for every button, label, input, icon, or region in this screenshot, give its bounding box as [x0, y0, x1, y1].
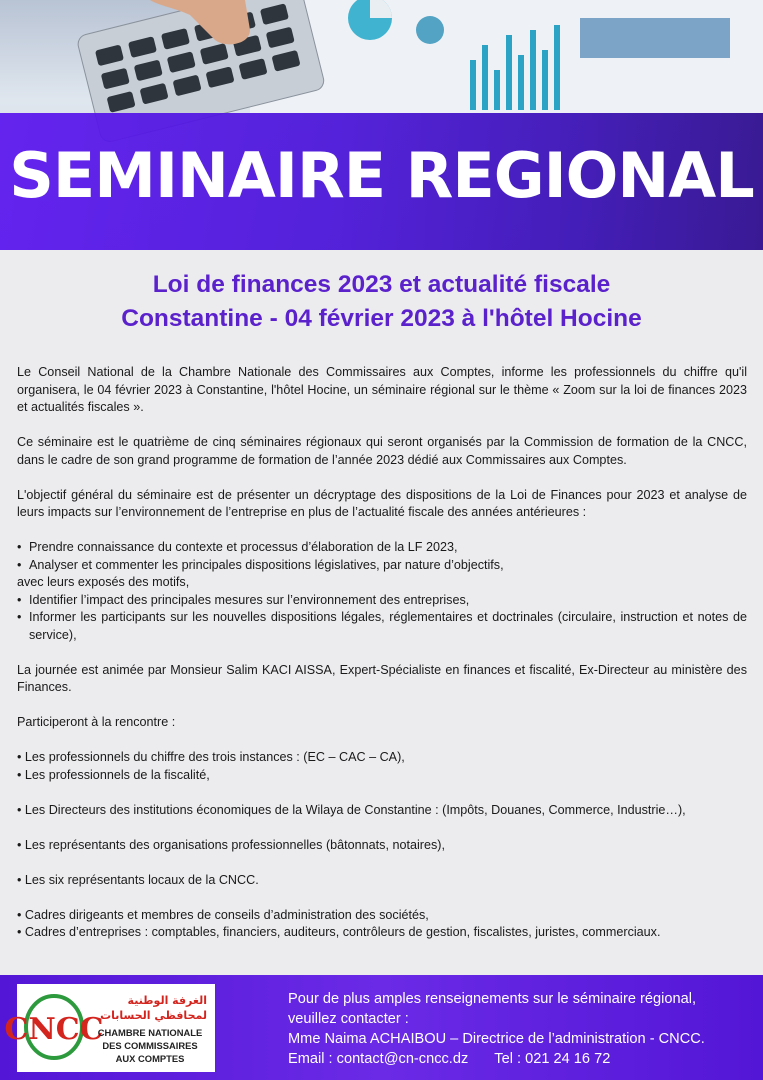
intro-paragraph: Le Conseil National de la Chambre Nationale des Commissaires aux Comptes, informe les professionnels du chiffre qu'il organisera, le 04 février 2023 à Constantine, l'hôtel Hocine, un séminaire régional sur le thème « Zoom sur la loi de finances 2023 et actualités fiscales ». — [17, 365, 747, 414]
list-item: • Prendre connaissance du contexte et processus d’élaboration de la LF 2023, — [17, 540, 458, 554]
headline-topic: Loi de finances 2023 et actualité fiscale — [152, 271, 611, 298]
cncc-logo — [4, 984, 215, 1072]
list-item: • Identifier l’impact des principales mesures sur l’environnement des entreprises, — [17, 592, 470, 607]
participants-heading: Participeront à la rencontre : — [17, 715, 176, 729]
contact-info — [288, 989, 758, 1069]
contact-email-phone — [288, 1049, 758, 1069]
list-item: • Les professionnels de la fiscalité, — [17, 767, 210, 782]
list-item: • Cadres dirigeants et membres de conseils d’administration des sociétés, — [17, 907, 429, 922]
list-item: • Les professionnels du chiffre des trois instances : (EC – CAC – CA), — [17, 750, 405, 764]
list-item: • Les représentants des organisations professionnelles (bâtonnats, notaires), — [17, 837, 445, 852]
list-item: • Analyser et commenter les principales dispositions législatives, par nature d’objectifs, — [17, 557, 504, 572]
contact-email[interactable]: Email : contact@cn-cncc.dz — [288, 1051, 469, 1067]
contact-person: Mme Naima ACHAIBOU – Directrice de l’administration - CNCC. — [288, 1031, 705, 1047]
headline-place-date: Constantine - 04 février 2023 à l'hôtel Hocine — [121, 305, 642, 332]
list-item: • Informer les participants sur les nouvelles dispositions légales, réglementaires et doctrinales (circulaire, instruction et notes de service), — [17, 610, 747, 642]
contact-line1: Pour de plus amples renseignements sur le séminaire régional, — [288, 991, 697, 1007]
logo-arabic-line1: الغرفة الوطنية — [127, 994, 207, 1007]
footer — [0, 975, 763, 1080]
contact-line2: veuillez contacter : — [288, 1011, 409, 1027]
series-paragraph: Ce séminaire est le quatrième de cinq séminaires régionaux qui seront organisés par la Commission de formation de la CNCC, dans le cadre de son grand programme de formation de l’année 2023 dédié aux Commissaires aux Comptes. — [17, 435, 747, 467]
page-title: SEMINAIRE REGIONAL — [9, 139, 754, 212]
event-headline — [0, 268, 763, 336]
list-item: • Cadres d’entreprises : comptables, financiers, auditeurs, contrôleurs de gestion, fiscalistes, juristes, commerciaux. — [17, 925, 661, 939]
logo-arabic-line2: لمحافظي الحسابات — [100, 1009, 207, 1022]
list-item-continuation: avec leurs exposés des motifs, — [17, 575, 190, 589]
header-banner — [0, 0, 763, 250]
body-text — [17, 364, 747, 942]
cncc-logo-icon — [4, 994, 104, 1060]
logo-french-name: CHAMBRE NATIONALE DES COMMISSAIRES AUX COMPTES — [97, 1027, 203, 1064]
list-item: • Les six représentants locaux de la CNCC. — [17, 872, 259, 887]
logo-initials: CNCC — [4, 1012, 104, 1047]
list-item: • Les Directeurs des institutions économiques de la Wilaya de Constantine : (Impôts, Douanes, Commerce, Industrie…), — [17, 802, 686, 817]
contact-phone[interactable]: Tel : 021 24 16 72 — [494, 1051, 611, 1067]
objective-paragraph: L'objectif général du séminaire est de présenter un décryptage des dispositions de la Loi de Finances pour 2023 et analyse de leurs impacts sur l’environnement de l’entreprise en plus de l’actualité fiscale des années antérieures : — [17, 487, 747, 519]
animator-paragraph: La journée est animée par Monsieur Salim KACI AISSA, Expert-Spécialiste en finances et fiscalité, Ex-Directeur au ministère des Finances. — [17, 662, 747, 694]
